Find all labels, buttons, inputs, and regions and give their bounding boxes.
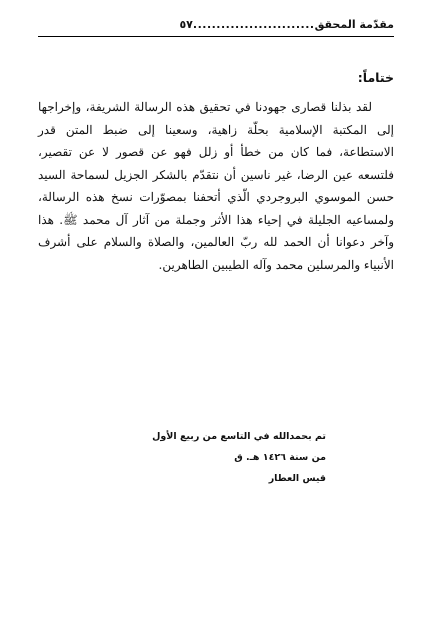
signature-date-line: تم بحمدالله في التاسع من ربيع الأول — [152, 431, 326, 442]
signature-block — [152, 426, 326, 489]
page-number: ٥٧ — [179, 18, 193, 31]
header-title: مقدّمة المحقق — [314, 18, 394, 31]
section-title: ختاماً: — [357, 70, 394, 85]
running-header — [38, 16, 394, 34]
signature-year-line: من سنة ١٤٢٦ هـ. ق — [234, 452, 326, 463]
header-rule — [38, 36, 394, 37]
body-paragraph: لقد بذلنا قصارى جهودنا في تحقيق هذه الرسالة الشريفة، وإخراجها إلى المكتبة الإسلامية بحلّة زاهية، وسعينا إلى ضبط المتن قدر الاستطاعة، فما كان من خطأ أو زلل فهو عن قصور لا عن تقصير، فلتسعه عين الرضا، غير ناسين أن نتقدّم بالشكر الجزيل لسماحة السيد حسن الموسوي البروجردي الّذي أتحفنا بمصوّرات نسخ هذه الرسالة، ولمساعيه الجليلة في إحياء هذا الأثر وجملة من آثار آل محمد ﷺ. هذا وآخر دعوانا أن الحمد لله ربّ العالمين، والصلاة والسلام على أشرف الأنبياء والمرسلين محمد وآله الطيبين الطاهرين. — [38, 100, 394, 272]
header-leader-dots: .......................... — [192, 18, 315, 31]
signature-author: قيس العطار — [268, 473, 326, 484]
